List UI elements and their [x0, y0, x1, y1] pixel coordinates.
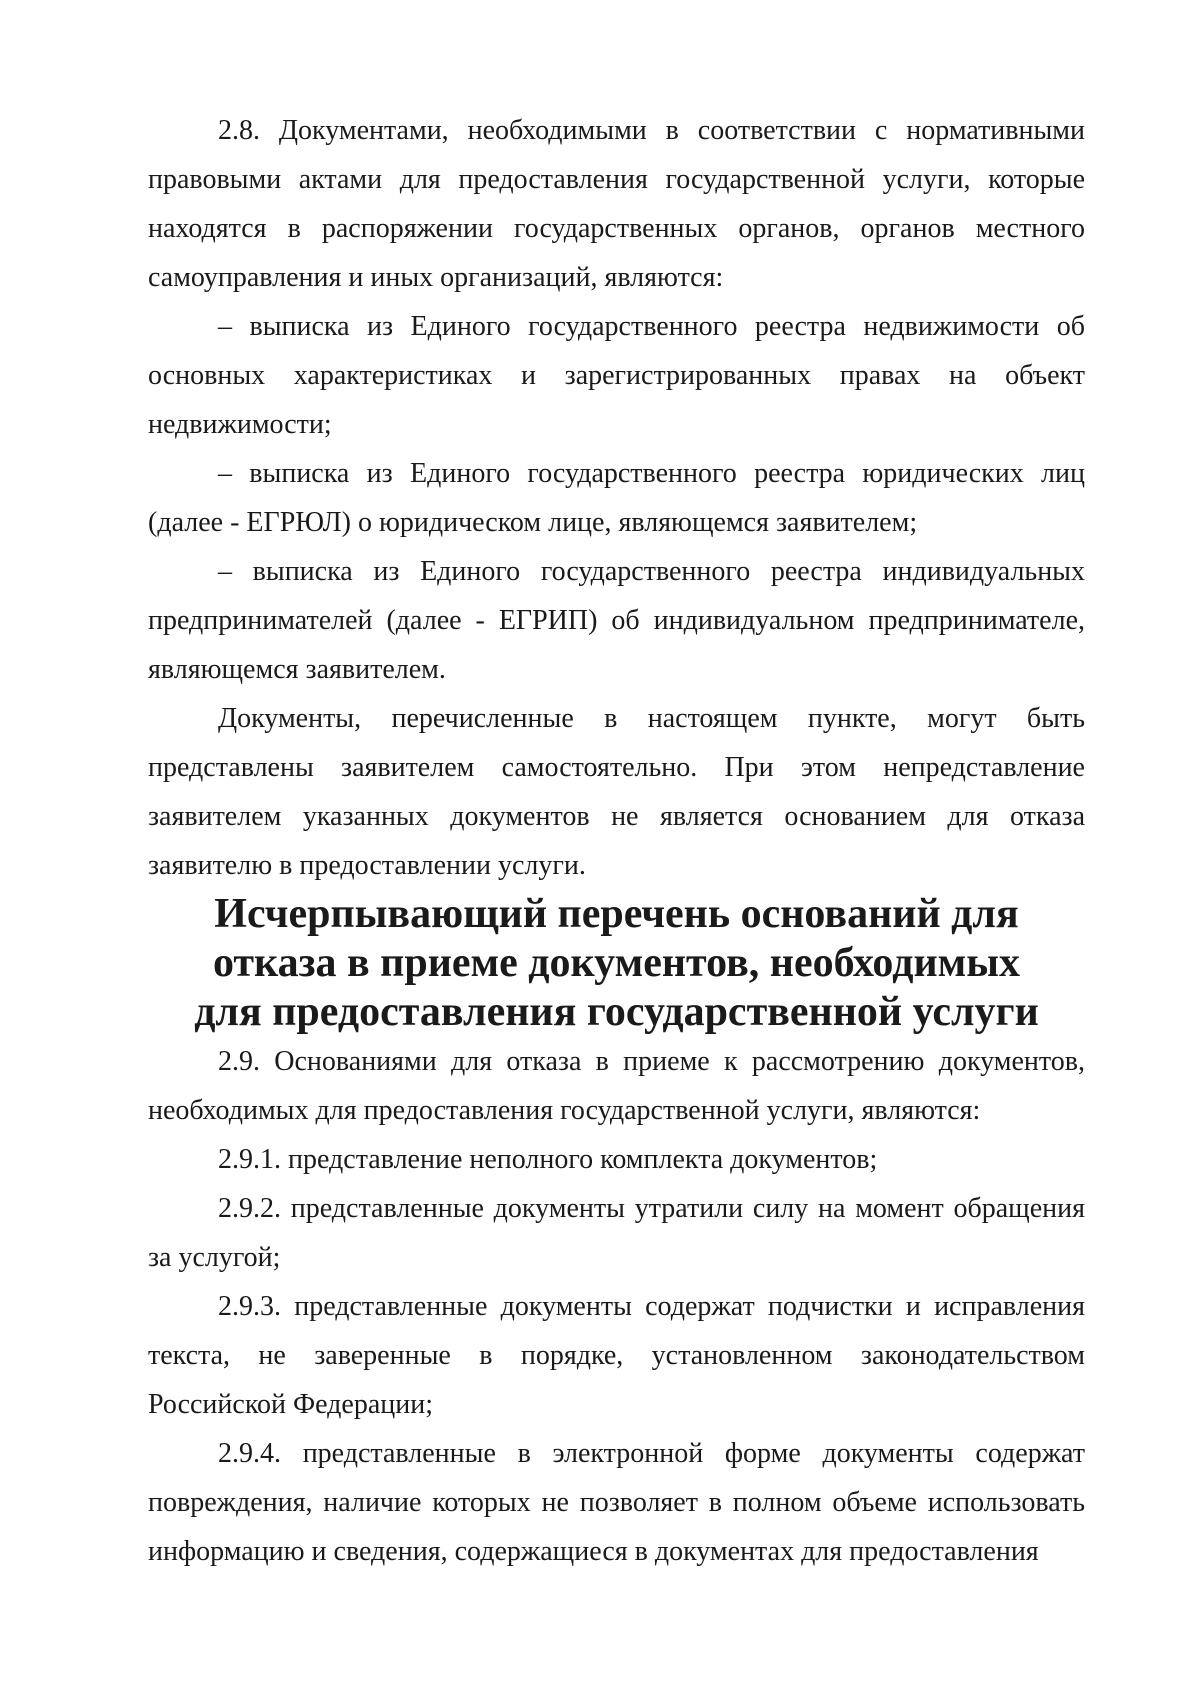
list-item-egrul: – выписка из Единого государственного реестра юридических лиц (далее - ЕГРЮЛ) о юридическом лице, являющемся заявителем; — [148, 458, 1085, 538]
paragraph-2-9-1: 2.9.1. представление неполного комплекта документов; — [218, 1144, 878, 1175]
paragraph-2-9: 2.9. Основаниями для отказа в приеме к рассмотрению документов, необходимых для предоставления государственной услуги, являются: — [148, 1046, 1085, 1126]
paragraph-2-9-2: 2.9.2. представленные документы утратили силу на момент обращения за услугой; — [148, 1193, 1085, 1273]
list-item-egrn: – выписка из Единого государственного реестра недвижимости об основных характеристиках и зарегистрированных правах на объект недвижимости; — [148, 311, 1085, 440]
section-heading: Исчерпывающий перечень оснований для отказа в приеме документов, необходимых для предоставления государственной услуги — [194, 891, 1039, 1035]
paragraph-2-9-3: 2.9.3. представленные документы содержат подчистки и исправления текста, не заверенные в порядке, установленном законодательством Российской Федерации; — [148, 1291, 1085, 1420]
document-body — [148, 106, 1085, 1576]
paragraph-2-9-4: 2.9.4. представленные в электронной форме документы содержат повреждения, наличие которых не позволяет в полном объеме использовать информацию и сведения, содержащиеся в документах для предоставления — [148, 1438, 1085, 1567]
paragraph-2-8: 2.8. Документами, необходимыми в соответствии с нормативными правовыми актами для предоставления государственной услуги, которые находятся в распоряжении государственных органов, органов местного самоуправления и иных организаций, являются: — [148, 115, 1085, 293]
list-item-egrip: – выписка из Единого государственного реестра индивидуальных предпринимателей (далее - ЕГРИП) об индивидуальном предпринимателе, являющемся заявителем. — [148, 556, 1085, 685]
paragraph-documents-listed: Документы, перечисленные в настоящем пункте, могут быть представлены заявителем самостоятельно. При этом непредставление заявителем указанных документов не является основанием для отказа заявителю в предоставлении услуги. — [148, 703, 1085, 881]
